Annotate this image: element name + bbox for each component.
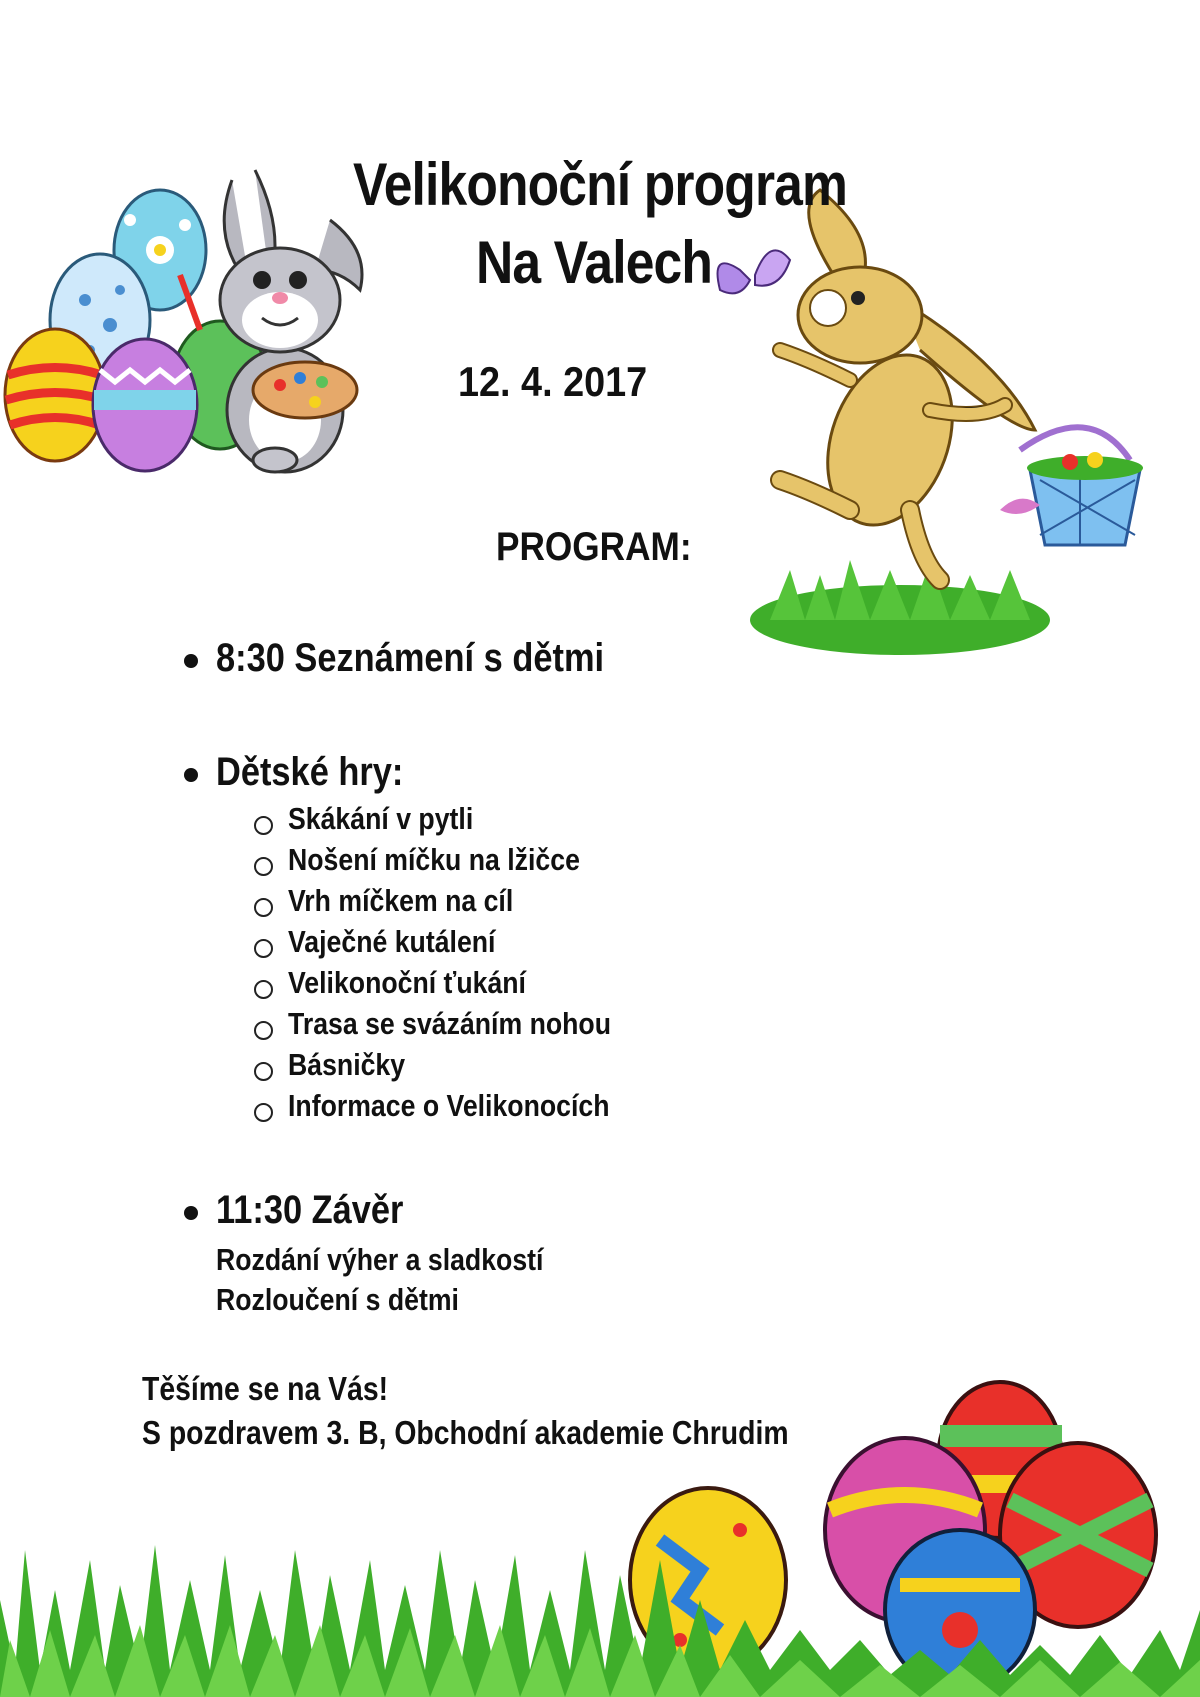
circle-bullet-icon: [254, 898, 273, 917]
game-item: Vrh míčkem na cíl: [288, 883, 514, 918]
closing-detail: Rozdání výher a sladkostí: [216, 1242, 544, 1277]
circle-bullet-icon: [254, 1021, 273, 1040]
circle-bullet-icon: [254, 857, 273, 876]
program-item-closing: 11:30 Závěr: [216, 1188, 404, 1232]
game-item: Velikonoční ťukání: [288, 965, 526, 1000]
circle-bullet-icon: [254, 816, 273, 835]
bullet-icon: [184, 768, 198, 782]
bullet-icon: [184, 654, 198, 668]
circle-bullet-icon: [254, 1062, 273, 1081]
game-item: Trasa se svázáním nohou: [288, 1006, 612, 1041]
program-item-intro: 8:30 Seznámení s dětmi: [216, 636, 605, 680]
page-title-line1: Velikonoční program: [352, 151, 848, 218]
game-item: Vaječné kutálení: [288, 924, 496, 959]
event-date: 12. 4. 2017: [458, 358, 648, 405]
signature: S pozdravem 3. B, Obchodní akademie Chrudim: [142, 1414, 789, 1451]
game-item: Informace o Velikonocích: [288, 1088, 610, 1123]
page-title-line2: Na Valech: [475, 229, 713, 296]
game-item: Nošení míčku na lžičce: [288, 842, 580, 877]
game-item: Básničky: [288, 1047, 406, 1082]
program-heading: PROGRAM:: [496, 525, 692, 569]
greeting: Těšíme se na Vás!: [142, 1370, 389, 1407]
program-item-games: Dětské hry:: [216, 750, 404, 794]
circle-bullet-icon: [254, 980, 273, 999]
circle-bullet-icon: [254, 1103, 273, 1122]
bullet-icon: [184, 1206, 198, 1220]
game-item: Skákání v pytli: [288, 801, 474, 836]
closing-detail: Rozloučení s dětmi: [216, 1282, 459, 1317]
circle-bullet-icon: [254, 939, 273, 958]
